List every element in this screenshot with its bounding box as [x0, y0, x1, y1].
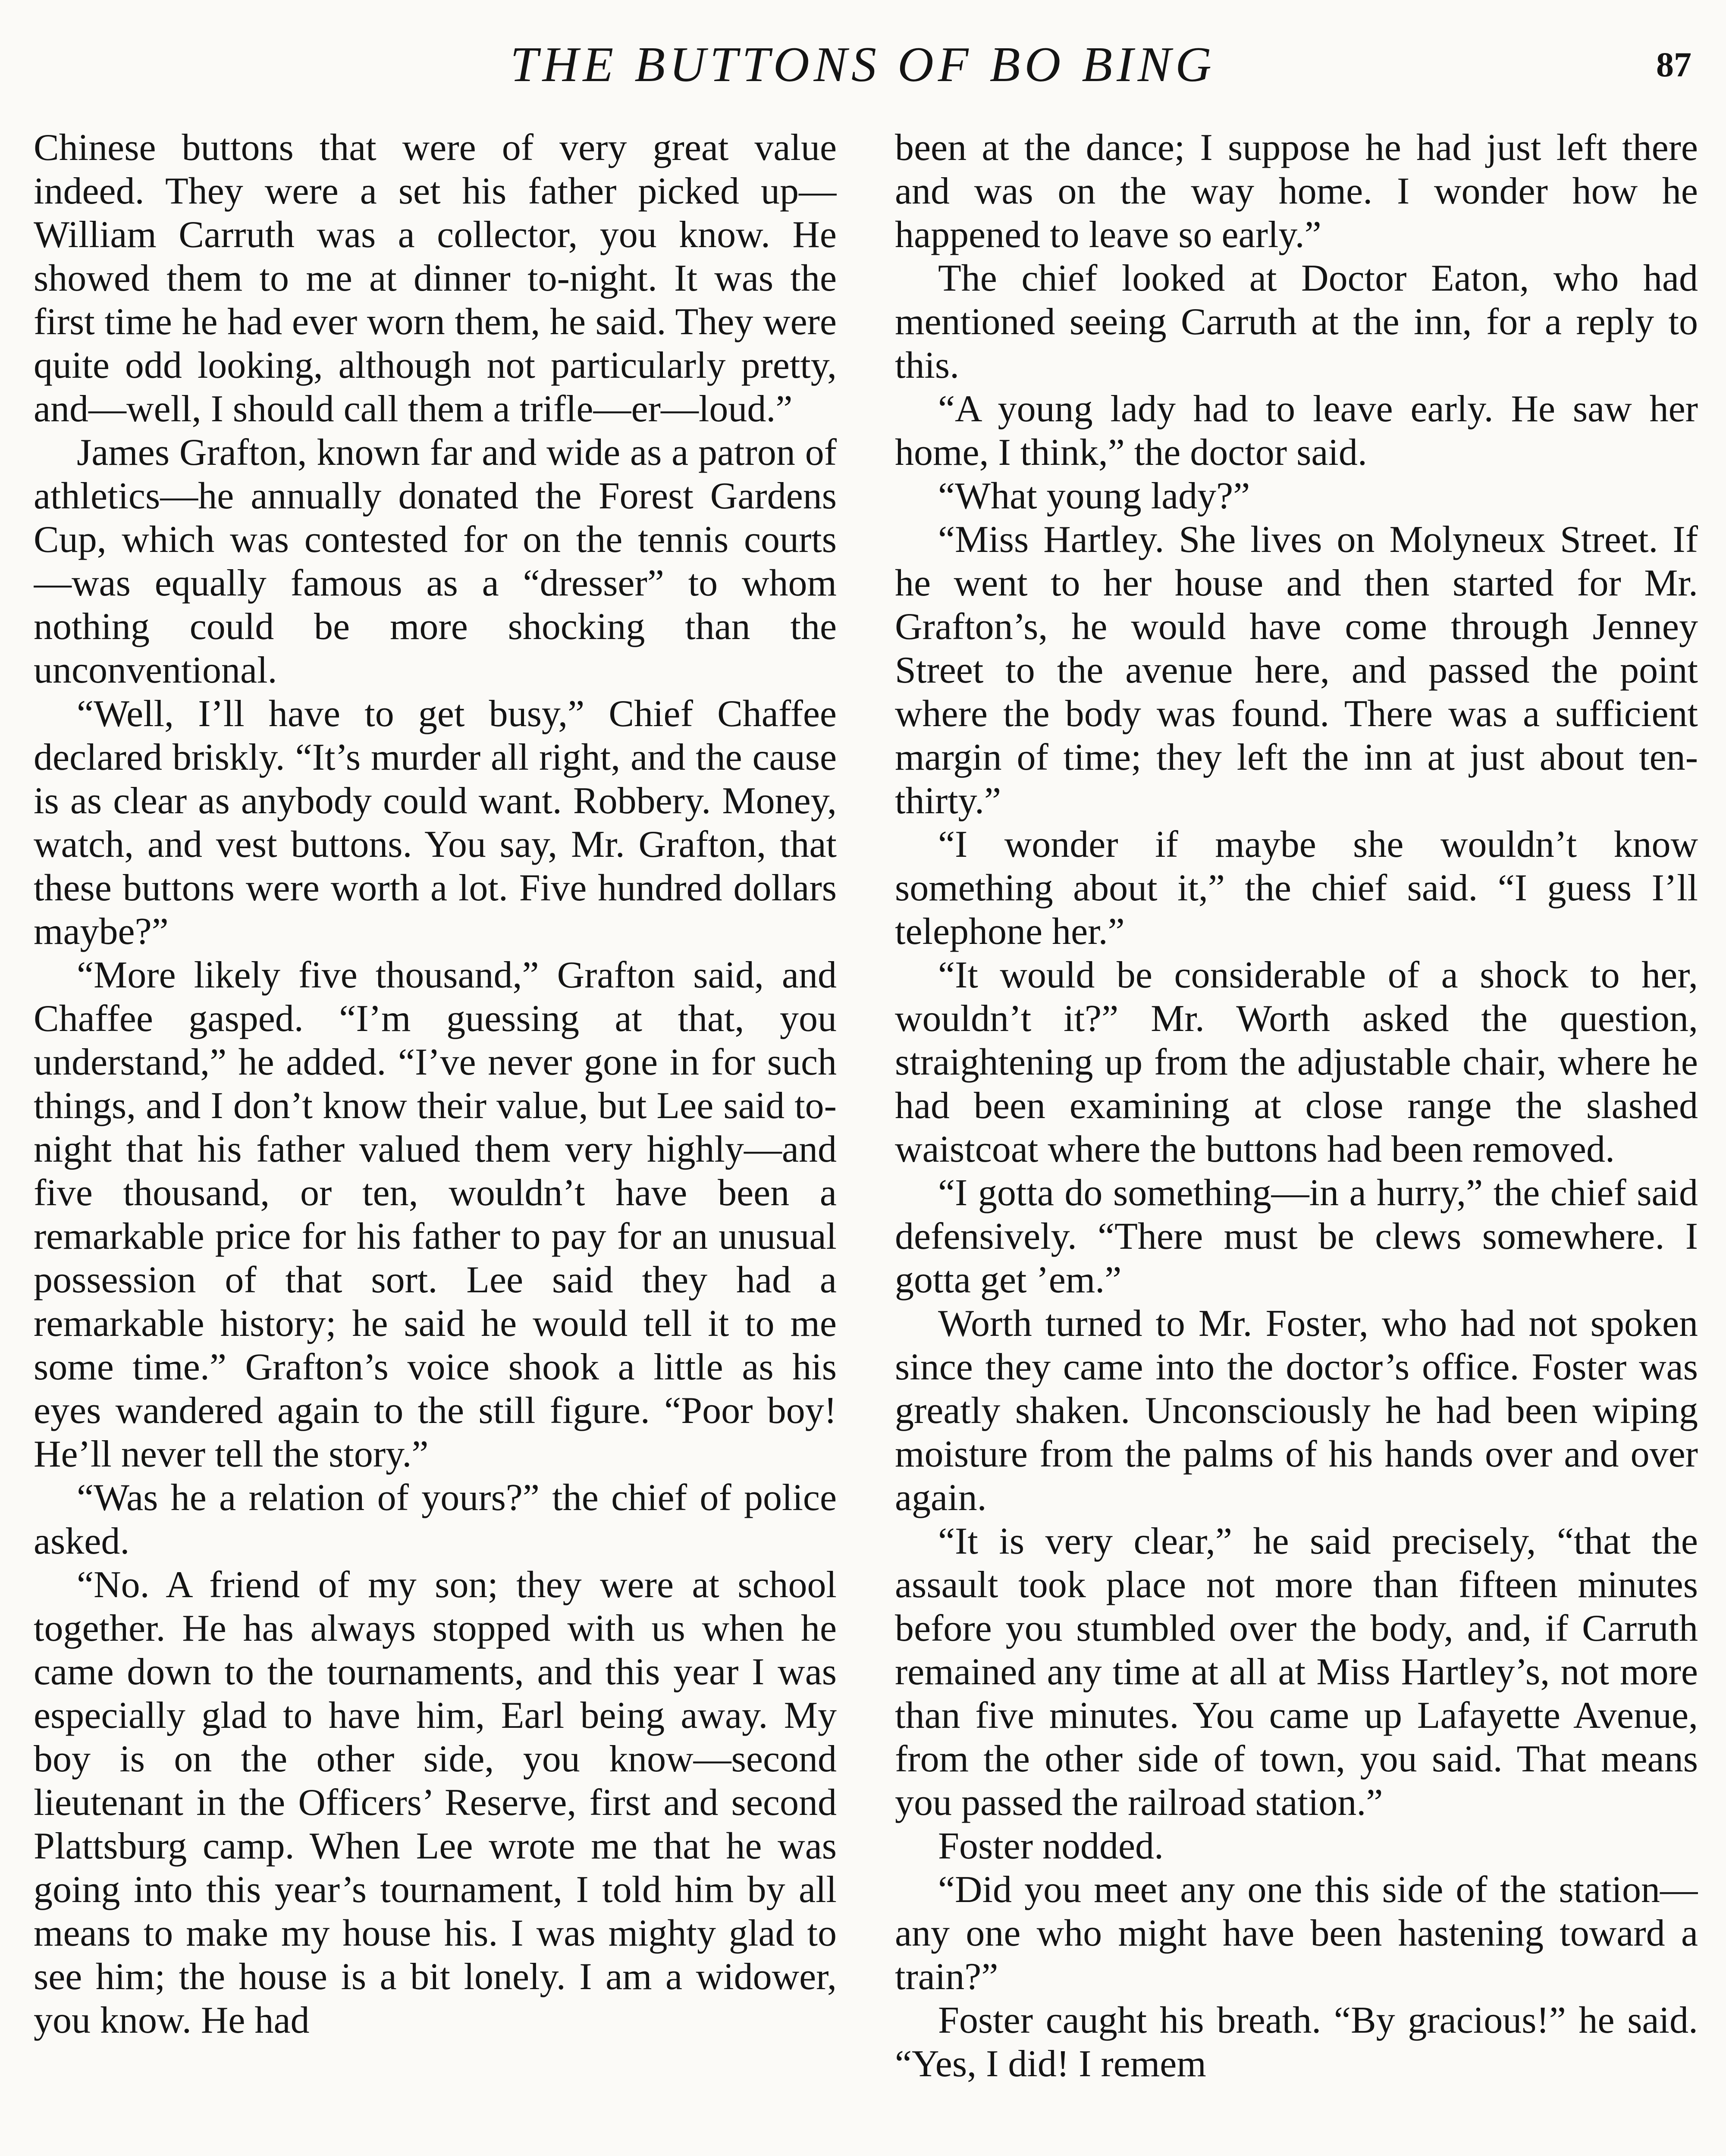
paragraph: “No. A friend of my son; they were at school together. He has always stopped with us when he came down to the tournaments, and this year I was especially glad to have him, Earl being away. My boy is on the other side, you know—second lieutenant in the Officers’ Reserve, first and second Plattsburg camp. When Lee wrote me that he was going into this year’s tournament, I told him by all means to make my house his. I was mighty glad to see him; the house is a bit lonely. I am a widower, you know. He had: [34, 1564, 837, 2041]
paragraph: Foster nodded.: [938, 1825, 1164, 1867]
paragraph: “More likely five thousand,” Grafton said, and Chaffee gasped. “I’m guessing at that, you understand,” he added. “I’ve never gone in for such things, and I don’t know their value, but Lee said to-night that his father valued them very highly—and five thousand, or ten, wouldn’t have been a remarkable price for his father to pay for an unusual possession of that sort. Lee said they had a remarkable history; he said he would tell it to me some time.” Grafton’s voice shook a little as his eyes wandered again to the still figure. “Poor boy! He’ll never tell the story.”: [34, 954, 837, 1475]
paragraph: “I gotta do something—in a hurry,” the chief said defensively. “There must be clews somewhere. I gotta get ’em.”: [895, 1172, 1698, 1301]
paragraph: “Was he a relation of yours?” the chief of police asked.: [34, 1477, 837, 1562]
paragraph: “Miss Hartley. She lives on Molyneux Street. If he went to her house and then started for Mr. Grafton’s, he would have come through Jenney Street to the avenue here, and passed the point where the body was found. There was a sufficient margin of time; they left the inn at just about ten-thirty.”: [895, 519, 1698, 822]
left-column: [34, 126, 837, 2156]
paragraph: “It would be considerable of a shock to her, wouldn’t it?” Mr. Worth asked the question, straightening up from the adjustable chair, where he had been examining at close range the slashed waistcoat where the buttons had been removed.: [895, 954, 1698, 1170]
page-number: 87: [1656, 45, 1691, 84]
paragraph: “Did you meet any one this side of the station—any one who might have been hastening toward a train?”: [895, 1869, 1698, 1998]
paragraph: Foster caught his breath. “By gracious!” he said. “Yes, I did! I remem: [895, 1999, 1698, 2085]
paragraph: Chinese buttons that were of very great value indeed. They were a set his father picked up—William Carruth was a collector, you know. He showed them to me at dinner to-night. It was the first time he had ever worn them, he said. They were quite odd looking, although not particularly pretty, and—well, I should call them a trifle—er—loud.”: [34, 127, 837, 430]
paragraph: “It is very clear,” he said precisely, “that the assault took place not more than fifteen minutes before you stumbled over the body, and, if Carruth remained any time at all at Miss Hartley’s, not more than five minutes. You came up Lafayette Avenue, from the other side of town, you said. That means you passed the railroad station.”: [895, 1520, 1698, 1824]
paragraph: “Well, I’ll have to get busy,” Chief Chaffee declared briskly. “It’s murder all right, and the cause is as clear as anybody could want. Robbery. Money, watch, and vest buttons. You say, Mr. Grafton, that these buttons were worth a lot. Five hundred dollars maybe?”: [34, 693, 837, 953]
right-column: [895, 126, 1698, 2156]
paragraph: Worth turned to Mr. Foster, who had not spoken since they came into the doctor’s office. Foster was greatly shaken. Unconsciously he had been wiping moisture from the palms of his hands over and over again.: [895, 1303, 1698, 1519]
paragraph: been at the dance; I suppose he had just left there and was on the way home. I wonder how he happened to leave so early.”: [895, 127, 1698, 256]
paragraph: The chief looked at Doctor Eaton, who had mentioned seeing Carruth at the inn, for a reply to this.: [895, 257, 1698, 386]
paragraph: James Grafton, known far and wide as a patron of athletics—he annually donated the Forest Gardens Cup, which was contested for on the tennis courts —was equally famous as a “dresser” to whom nothing could be more shocking than the unconventional.: [34, 432, 837, 691]
paragraph: “What young lady?”: [938, 475, 1250, 517]
page-title: THE BUTTONS OF BO BING: [510, 37, 1216, 92]
paragraph: “I wonder if maybe she wouldn’t know something about it,” the chief said. “I guess I’ll telephone her.”: [895, 824, 1698, 953]
running-head: [0, 30, 1726, 99]
paragraph: “A young lady had to leave early. He saw her home, I think,” the doctor said.: [895, 388, 1698, 473]
